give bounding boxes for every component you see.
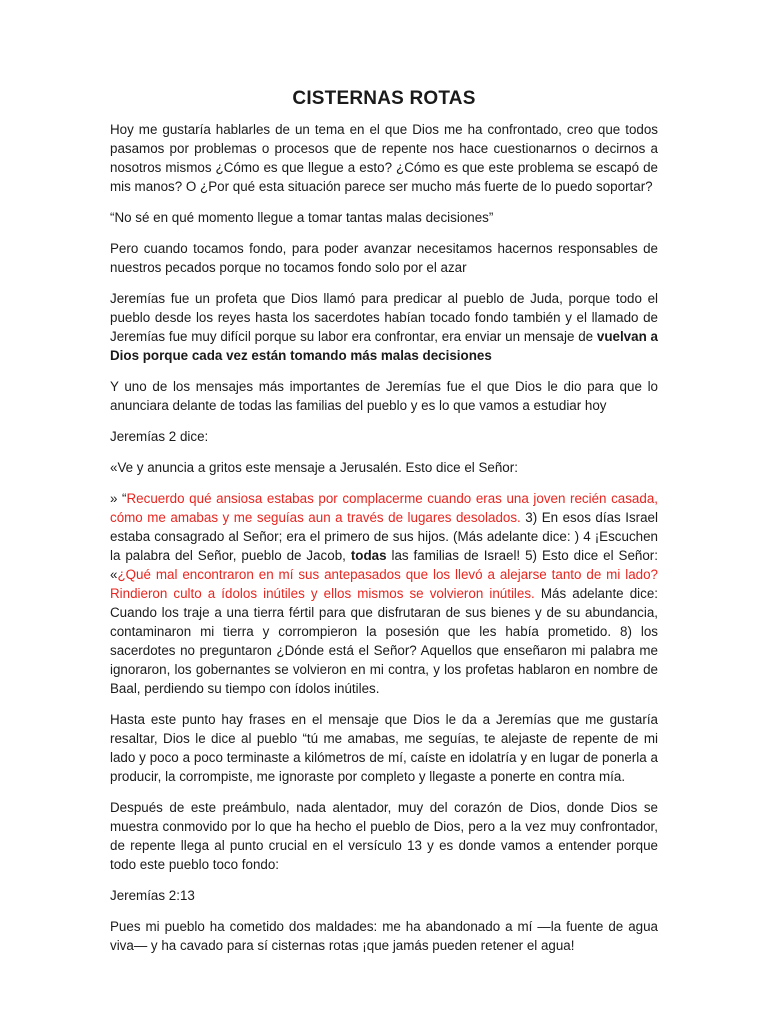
paragraph-proclaim: «Ve y anuncia a gritos este mensaje a Jerusalén. Esto dice el Señor: (110, 460, 518, 475)
paragraph-highlights: Hasta este punto hay frases en el mensaje que Dios le da a Jeremías que me gustaría resaltar, Dios le dice al pueblo “tú me amabas, me seguías, te alejaste de repente de mi lado y poco a poco terminaste a kilómetros de mí, caíste en idolatría y en lugar de ponerla a producir, la corrompiste, me ignoraste por completo y llegaste a ponerte en contra mía. (110, 712, 658, 784)
paragraph-preamble: Después de este preámbulo, nada alentador, muy del corazón de Dios, donde Dios se muestra conmovido por lo que ha hecho el pueblo de Dios, pero a la vez muy confrontador, de repente llega al punto crucial en el versículo 13 y es donde vamos a entender porque todo este pueblo toco fondo: (110, 800, 658, 872)
paragraph-jeremiah-bold: vuelvan a Dios porque cada vez están tomando más malas decisiones (110, 329, 658, 363)
paragraph-quote: “No sé en qué momento llegue a tomar tantas malas decisiones” (110, 210, 494, 225)
paragraph-scripture-passage (110, 489, 658, 698)
paragraph-verse-13: Pues mi pueblo ha cometido dos maldades: me ha abandonado a mí —la fuente de agua viva— y ha cavado para sí cisternas rotas ¡que jamás pueden retener el agua! (110, 919, 658, 953)
paragraph-messages: Y uno de los mensajes más importantes de Jeremías fue el que Dios le dio para que lo anunciara delante de todas las familias del pueblo y es lo que vamos a estudiar hoy (110, 379, 658, 413)
scripture-reference-2-13: Jeremías 2:13 (110, 888, 195, 903)
passage-text-3: Más adelante dice: Cuando los traje a una tierra fértil para que disfrutaran de sus bienes y de su abundancia, contaminaron mi tierra y corrompieron la posesión que les había prometido. 8) los sacerdotes no preguntaron ¿Dónde está el Señor? Aquellos que enseñaron mi palabra me ignoraron, los gobernantes se volvieron en mi contra, y los profetas hablaron en nombre de Baal, perdiendo su tiempo con ídolos inútiles. (110, 586, 658, 696)
passage-highlight-2: ¿Qué mal encontraron en mí sus antepasados que los llevó a alejarse tanto de mi lado? Rindieron culto a ídolos inútiles y ellos mismos se volvieron inútiles. (110, 567, 658, 601)
page-title: CISTERNAS ROTAS (292, 88, 476, 109)
paragraph-intro: Hoy me gustaría hablarles de un tema en el que Dios me ha confrontado, creo que todos pasamos por problemas o procesos que de repente nos hace cuestionarnos o decirnos a nosotros mismos ¿Cómo es que llegue a esto? ¿Cómo es que este problema se escapó de mis manos? O ¿Por qué esta situación parece ser mucho más fuerte de lo puedo soportar? (110, 122, 658, 194)
passage-text-1: 3) En esos días Israel estaba consagrado al Señor; era el primero de sus hijos. (Más adelante dice: ) 4 ¡Escuchen la palabra del Señor, pueblo de Jacob, (110, 510, 658, 563)
passage-text-2: las familias de Israel! 5) Esto dice el Señor: « (110, 548, 658, 582)
passage-open: » “ (110, 491, 127, 506)
passage-bold: todas (350, 548, 387, 563)
scripture-reference-2: Jeremías 2 dice: (110, 429, 209, 444)
paragraph-jeremiah-text: Jeremías fue un profeta que Dios llamó para predicar al pueblo de Juda, porque todo el pueblo desde los reyes hasta los sacerdotes habían tocado fondo también y el llamado de Jeremías fue muy difícil porque su labor era confrontar, era enviar un mensaje de (110, 291, 658, 344)
paragraph-jeremiah (110, 289, 658, 365)
passage-highlight-1: Recuerdo qué ansiosa estabas por complacerme cuando eras una joven recién casada, cómo me amabas y me seguías aun a través de lugares desolados. (110, 491, 658, 525)
paragraph-responsibility: Pero cuando tocamos fondo, para poder avanzar necesitamos hacernos responsables de nuestros pecados porque no tocamos fondo solo por el azar (110, 241, 658, 275)
